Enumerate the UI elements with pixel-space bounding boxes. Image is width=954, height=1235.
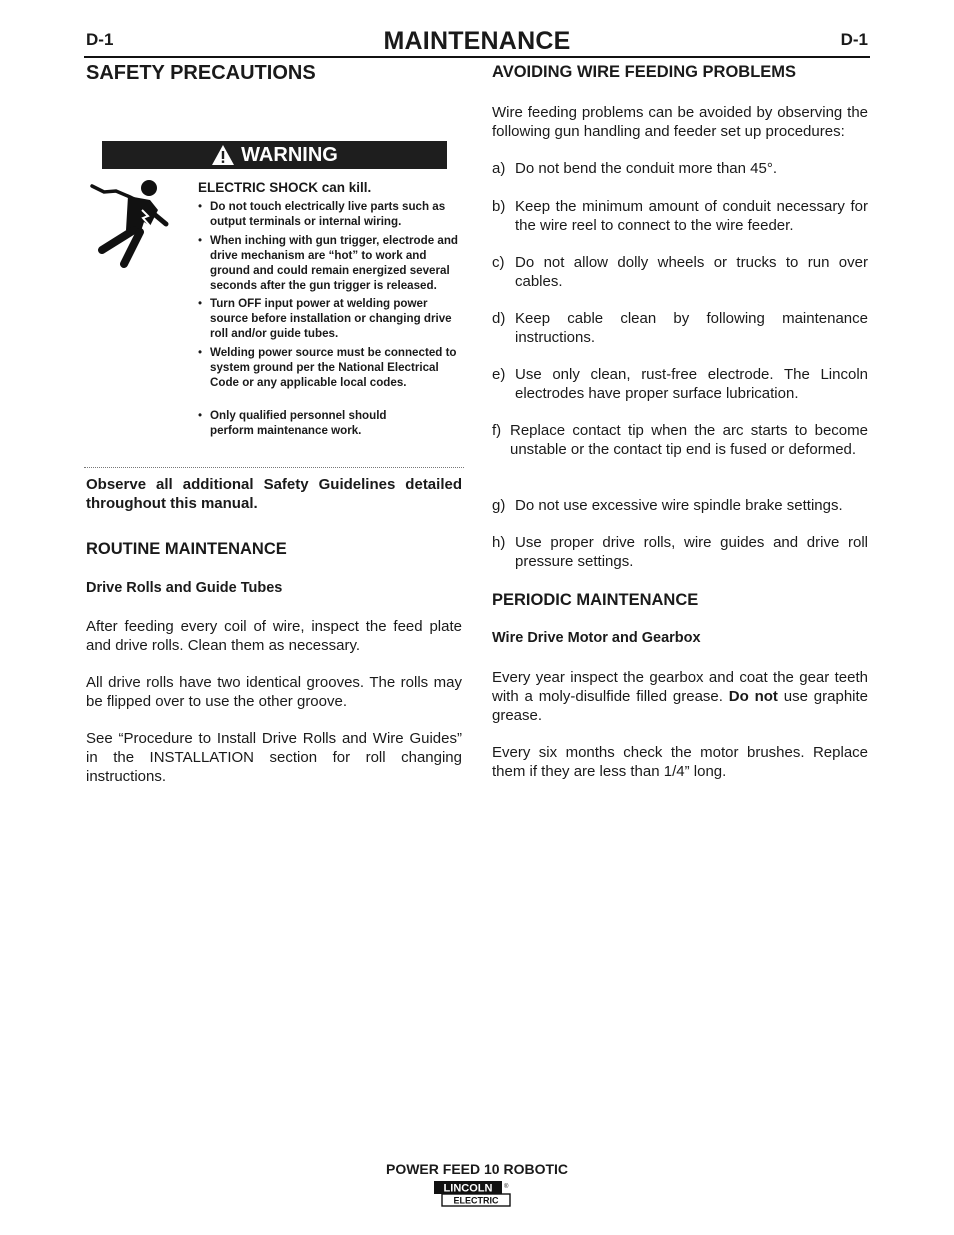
lincoln-electric-logo xyxy=(433,1180,513,1208)
gearbox-text: Every year inspect the gearbox and coat the gear teeth with a moly-disulfide filled grease. xyxy=(492,669,868,705)
warning-label: WARNING xyxy=(241,143,338,166)
warning-bullet: • Turn OFF input power at welding power source before installation or changing drive roll and/or guide tubes. xyxy=(198,296,466,341)
motor-heading: Wire Drive Motor and Gearbox xyxy=(492,630,701,646)
observe-note: Observe all additional Safety Guidelines detailed throughout this manual. xyxy=(86,476,462,512)
safety-heading: SAFETY PRECAUTIONS xyxy=(86,62,316,84)
item-text: Use only clean, rust-free electrode. The Lincoln electrodes have proper surface lubrication. xyxy=(515,366,868,402)
warning-bullet: • Welding power source must be connected to system ground per the National Electrical Code or any applicable local codes. xyxy=(198,345,466,390)
gearbox-paragraph xyxy=(492,668,868,725)
bullet-text: When inching with gun trigger, electrode and drive mechanism are “hot” to work and ground and could remain energized several seconds after the gun trigger is released. xyxy=(210,234,458,292)
item-text: Do not allow dolly wheels or trucks to run over cables. xyxy=(515,254,868,290)
bullet-text: Turn OFF input power at welding power source before installation or changing drive roll and/or guide tubes. xyxy=(210,297,452,340)
gearbox-text-end: use graphite grease. xyxy=(492,688,868,724)
drive-rolls-heading: Drive Rolls and Guide Tubes xyxy=(86,580,283,596)
paragraph: All drive rolls have two identical grooves. The rolls may be flipped over to use the other groove. xyxy=(86,674,462,710)
paragraph: After feeding every coil of wire, inspect the feed plate and drive rolls. Clean them as necessary. xyxy=(86,618,462,654)
logo-top-text: LINCOLN xyxy=(443,1182,493,1195)
paragraph: See “Procedure to Install Drive Rolls and Wire Guides” in the INSTALLATION section for roll changing instructions. xyxy=(86,730,462,785)
item-label: d) xyxy=(492,310,506,327)
shock-heading: ELECTRIC SHOCK can kill. xyxy=(198,180,372,195)
item-text: Replace contact tip when the arc starts to become unstable or the contact tip end is fused or deformed. xyxy=(510,422,868,458)
item-text: Use proper drive rolls, wire guides and drive roll pressure settings. xyxy=(515,534,868,570)
list-item xyxy=(492,496,868,515)
avoid-intro: Wire feeding problems can be avoided by observing the following gun handling and feeder set up procedures: xyxy=(492,104,868,140)
warning-bullet: • Only qualified personnel should perform maintenance work. xyxy=(198,408,398,438)
registered-mark: ® xyxy=(504,1184,509,1190)
list-item xyxy=(492,159,868,178)
bullet-text: Only qualified personnel should perform maintenance work. xyxy=(210,409,387,437)
bullet-text: Do not touch electrically live parts such as output terminals or internal wiring. xyxy=(210,200,446,228)
list-item xyxy=(492,253,868,291)
periodic-heading: PERIODIC MAINTENANCE xyxy=(492,591,699,609)
warning-bullet: • When inching with gun trigger, electrode and drive mechanism are “hot” to work and ground and could remain energized several seconds after the gun trigger is released. xyxy=(198,233,466,293)
item-label: h) xyxy=(492,534,506,551)
item-text: Do not bend the conduit more than 45°. xyxy=(515,160,778,177)
list-item xyxy=(492,197,868,235)
routine-heading: ROUTINE MAINTENANCE xyxy=(86,540,287,558)
item-label: g) xyxy=(492,497,506,514)
page-title: MAINTENANCE xyxy=(383,27,571,55)
bullet-text: Welding power source must be connected to system ground per the National Electrical Code or any applicable local codes. xyxy=(210,346,457,389)
electric-shock-icon xyxy=(90,178,170,268)
item-text: Keep the minimum amount of conduit necessary for the wire reel to connect to the wire feeder. xyxy=(515,198,868,234)
item-label: a) xyxy=(492,160,506,177)
brush-paragraph: Every six months check the motor brushes. Replace them if they are less than 1/4” long. xyxy=(492,744,868,780)
item-label: e) xyxy=(492,366,506,383)
page-number-left: D-1 xyxy=(86,30,114,49)
item-text: Keep cable clean by following maintenance instructions. xyxy=(515,310,868,346)
logo-bottom-text: ELECTRIC xyxy=(453,1195,499,1206)
list-item xyxy=(492,533,868,571)
item-text: Do not use excessive wire spindle brake settings. xyxy=(515,497,843,514)
warning-bullet: • Do not touch electrically live parts such as output terminals or internal wiring. xyxy=(198,199,466,229)
item-label: b) xyxy=(492,198,506,215)
list-item xyxy=(492,365,868,403)
list-item xyxy=(492,421,868,459)
divider xyxy=(84,467,464,468)
item-label: f) xyxy=(492,422,502,439)
avoid-heading: AVOIDING WIRE FEEDING PROBLEMS xyxy=(492,63,797,81)
warning-triangle-icon xyxy=(211,144,235,166)
gearbox-emphasis: Do not xyxy=(728,688,778,705)
item-label: c) xyxy=(492,254,505,271)
product-name: POWER FEED 10 ROBOTIC xyxy=(385,1161,569,1177)
list-item xyxy=(492,309,868,347)
warning-banner xyxy=(102,141,447,169)
page-number-right: D-1 xyxy=(840,30,868,49)
header-rule xyxy=(84,56,870,58)
